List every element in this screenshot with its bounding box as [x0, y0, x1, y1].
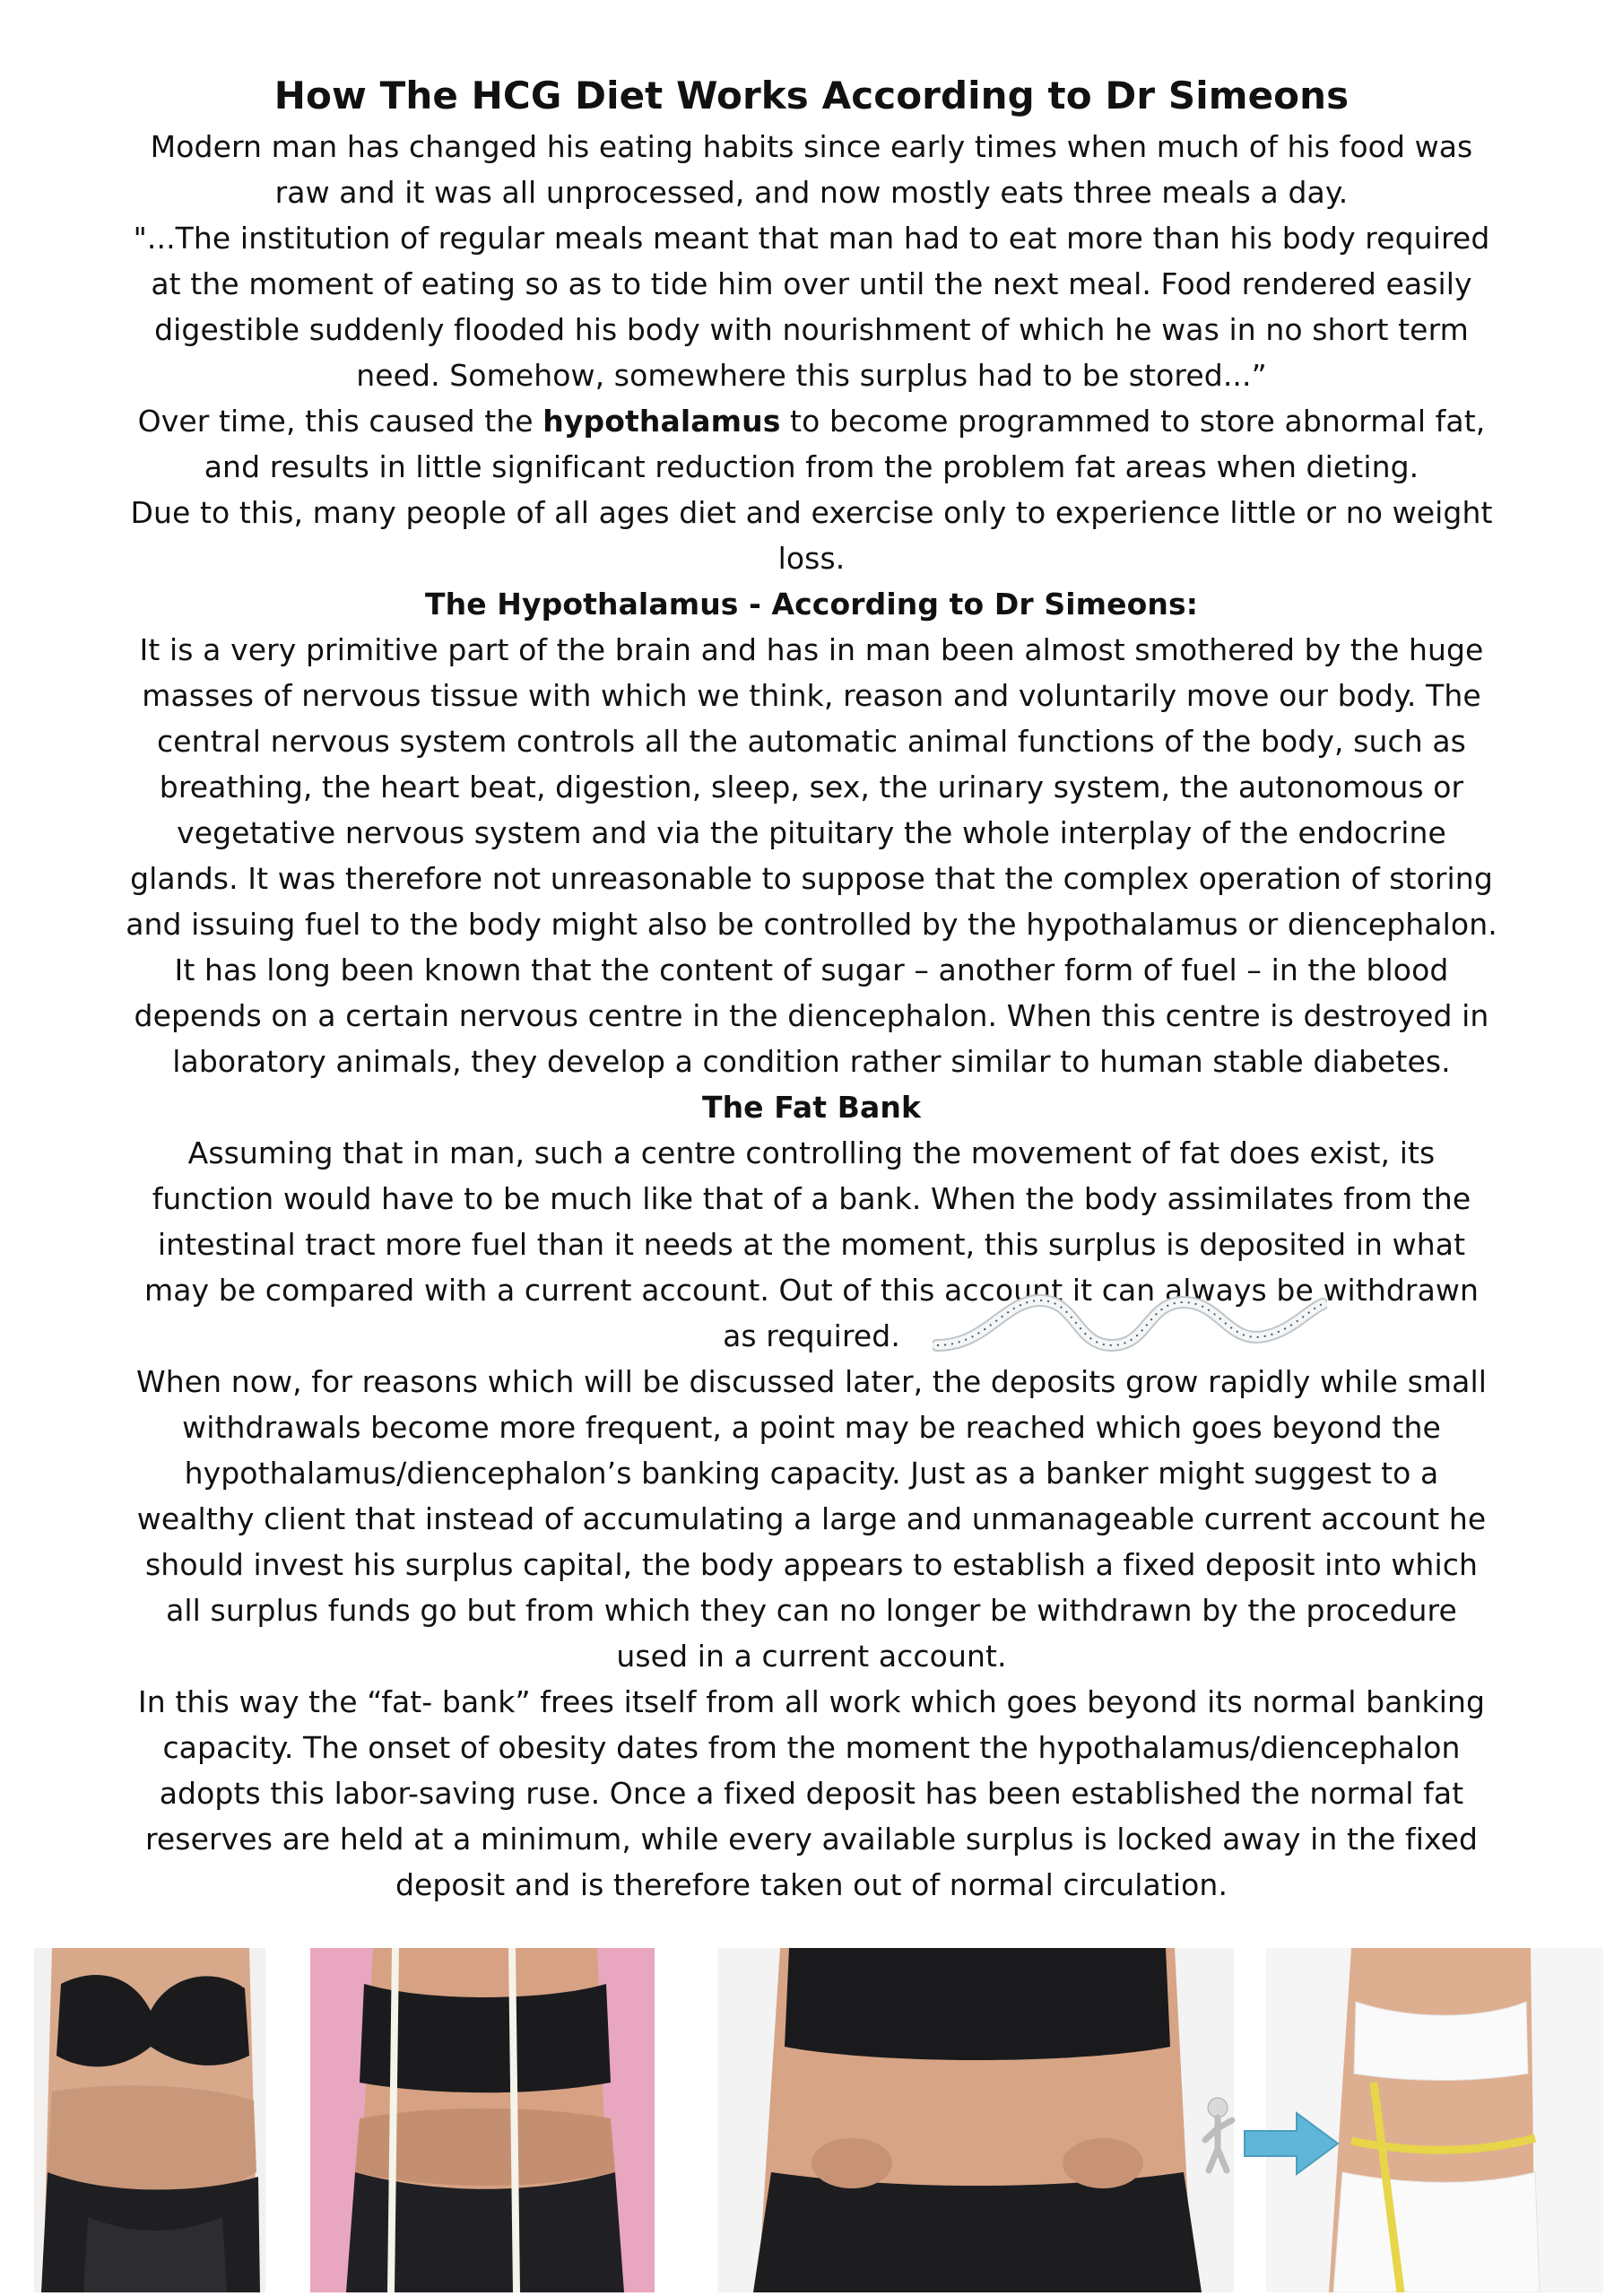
- intro-paragraph-4: Due to this, many people of all ages diet and exercise only to experience little or no weight loss.: [130, 495, 1493, 576]
- fat-bank-paragraph-2: When now, for reasons which will be discussed later, the deposits grow rapidly while small withdrawals become more frequent, a point may be reached which goes beyond the hypothalamus/diencephalon’s banking capacity. Just as a banker might suggest to a wealthy client that instead of accumulating a large and unmanageable current account he should invest his surplus capital, the body appears to establish a fixed deposit into which all surplus funds go but from which they can no longer be withdrawn by the procedure used in a current account.: [135, 1364, 1487, 1674]
- fat-bank-paragraph-1: Assuming that in man, such a centre controlling the movement of fat does exist, its function would have to be much like that of a bank. When the body assimilates from the intestinal tract more fuel than it needs at the moment, this surplus is deposited in what may be compared with a current account. Out of this account it can always be withdrawn as required.: [143, 1135, 1479, 1353]
- hypothalamus-body: It is a very primitive part of the brain and has in man been almost smothered by the huge masses of nervous tissue with which we think, reason and voluntarily move our body. The central nervous system controls all the automatic animal functions of the body, such as breathing, the heart beat, digestion, sleep, sex, the urinary system, the autonomous or vegetative nervous system and via the pituitary the whole interplay of the endocrine glands. It was therefore not unreasonable to suppose that the complex operation of storing and issuing fuel to the body might also be controlled by the hypothalamus or diencephalon. It has long been known that the content of sugar – another form of fuel – in the blood depends on a certain nervous centre in the diencephalon. When this centre is destroyed in laboratory animals, they develop a condition rather similar to human stable diabetes.: [126, 632, 1497, 1079]
- intro-paragraph-1: Modern man has changed his eating habits since early times when much of his food was raw and it was all unprocessed, and now mostly eats three meals a day.: [150, 129, 1473, 210]
- fat-bank-heading: The Fat Bank: [701, 1090, 922, 1125]
- photo-back-view-pinching-waist: [717, 1948, 1234, 2292]
- arrow-right-icon: [1198, 2088, 1341, 2187]
- intro-paragraph-3: [126, 398, 1497, 490]
- measuring-tape-illustration: [933, 1292, 1327, 1354]
- intro-quote-paragraph: "...The institution of regular meals meant that man had to eat more than his body required at the moment of eating so as to tide him over until the next meal. Food rendered easily digestible suddenly flooded his body with nourishment of which he was in no short term need. Somehow, somewhere this surplus had to be stored...”: [133, 221, 1490, 393]
- intro-p3-start: Over time, this caused the: [137, 404, 543, 439]
- fat-bank-paragraph-3: In this way the “fat- bank” frees itself from all work which goes beyond its normal banking capacity. The onset of obesity dates from the moment the hypothalamus/diencephalon adopts this labor-saving ruse. Once a fixed deposit has been established the normal fat reserves are held at a minimum, while every available surplus is locked away in the fixed deposit and is therefore taken out of normal circulation.: [137, 1684, 1486, 1902]
- hypothalamus-bold-term: hypothalamus: [542, 404, 781, 439]
- article-body: [126, 70, 1497, 1908]
- page-title: How The HCG Diet Works According to Dr Simeons: [273, 74, 1350, 117]
- photo-torso-pink-background-tape: [310, 1948, 655, 2292]
- photo-overweight-torso-black-lingerie: [34, 1948, 265, 2292]
- intro-p3-end: to become programmed to store abnormal fat, and results in little significant reduction from the problem fat areas when dieting.: [204, 404, 1486, 484]
- hypothalamus-heading: The Hypothalamus - According to Dr Simeons:: [425, 587, 1198, 622]
